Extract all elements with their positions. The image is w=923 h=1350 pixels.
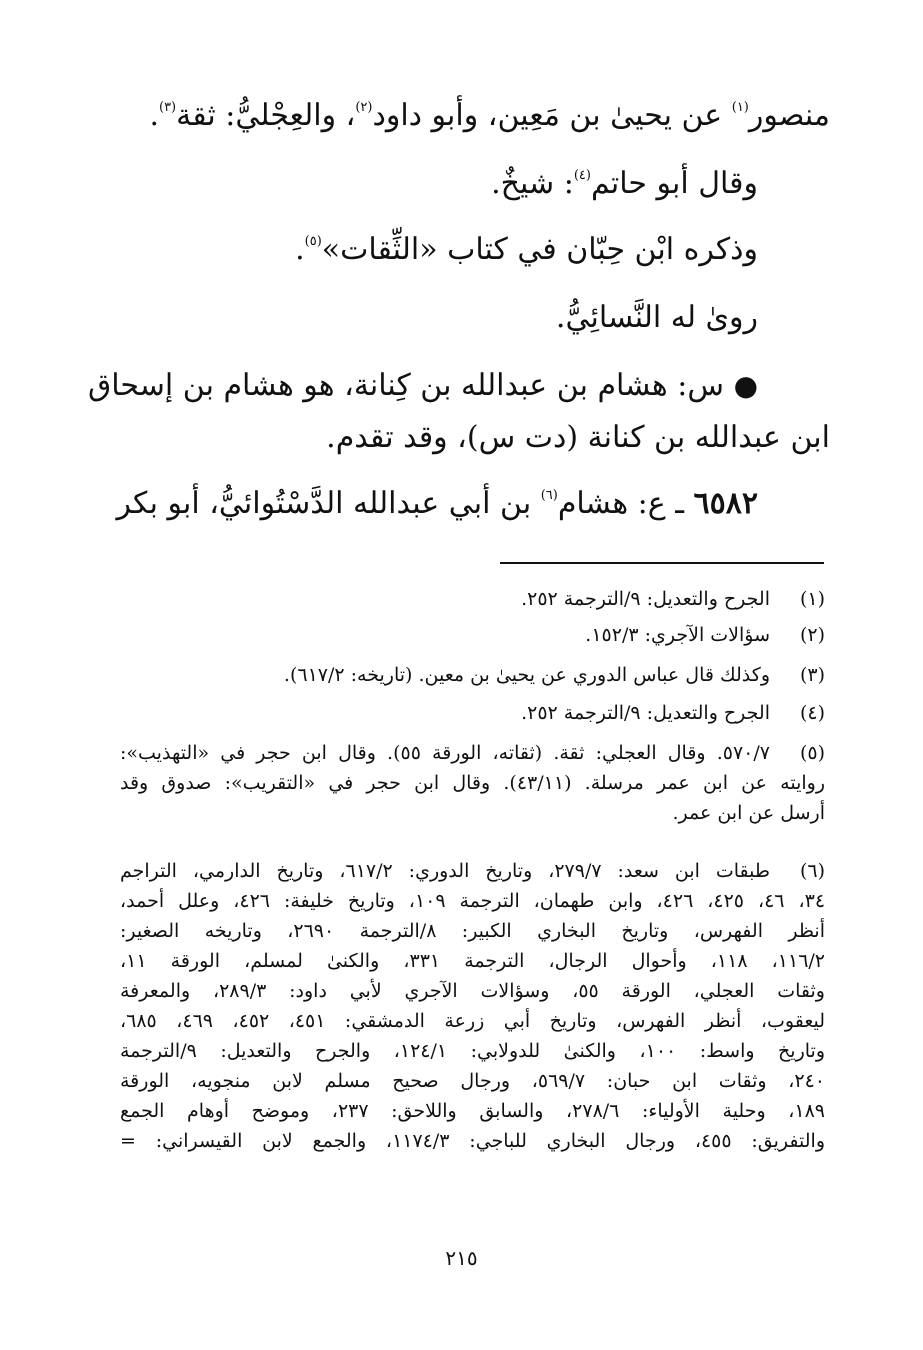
footnote-number: (٤) xyxy=(799,702,825,724)
main-line-7: ٦٥٨٢ ـ ع: هشام$^{(٦)}$ بن أبي عبدالله الدَّسْتُوائيُّ، أبو بكر xyxy=(116,486,758,521)
footnote-4: (٤) الجرح والتعديل: ٩/الترجمة ٢٥٢. xyxy=(120,698,825,728)
footnote-ref: (٢) xyxy=(355,100,373,115)
main-line-2: وقال أبو حاتم$^{(٤)}$: شيخٌ. xyxy=(491,166,758,201)
footnote-5: (٥) ٥٧٠/٧. وقال العجلي: ثقة. (ثقاته، الورقة ٥٥). وقال ابن حجر في «التهذيب»: روايته عن ابن عمر مرسلة. (٤٣/١١). وقال ابن حجر في «التقريب»: صدوق وقد أرسل عن ابن عمر. xyxy=(120,738,825,828)
footnote-ref: (٣) xyxy=(158,100,177,115)
footnote-number: (٦) xyxy=(799,860,825,882)
footnote-6: (٦) طبقات ابن سعد: ٢٧٩/٧، وتاريخ الدوري: ٦١٧/٢، وتاريخ الدارمي، التراجم ٣٤، ٤٦، ٤٢٥، ٤٢٦، وابن طهمان، الترجمة ١٠٩، وتاريخ خليفة: ٤٢٦، وعلل أحمد، أنظر الفهرس، وتاريخ البخاري الكبير: ٨/الترجمة ٢٦٩٠، وتاريخه الصغير: ١١٦/٢، ١١٨، وأحوال الرجال، الترجمة ٣٣١، والكنىٰ لمسلم، الورقة ١١، وثقات العجلي، الورقة ٥٥، وسؤالات الآجري لأبي داود: ٢٨٩/٣، والمعرفة ليعقوب، أنظر الفهرس، وتاريخ أبي زرعة الدمشقي: ٤٥١، ٤٥٢، ٤٦٩، ٦٨٥، وتاريخ واسط: ١٠٠، والكنىٰ للدولابي: ١٢٤/١، والجرح والتعديل: ٩/الترجمة ٢٤٠، وثقات ابن حبان: ٥٦٩/٧، ورجال صحيح مسلم لابن منجويه، الورقة ١٨٩، وحلية الأولياء: ٢٧٨/٦، والسابق واللاحق: ٢٣٧، وموضح أوهام الجمع والتفريق: ٤٥٥، ورجال البخاري للباجي: ١١٧٤/٣، والجمع لابن القيسراني: = xyxy=(120,856,825,1156)
footnote-3: (٣) وكذلك قال عباس الدوري عن يحيىٰ بن معين. (تاريخه: ٦١٧/٢). xyxy=(120,660,825,690)
footnote-ref: (٤) xyxy=(573,168,591,183)
footnote-ref: (٥) xyxy=(304,234,322,249)
footnote-separator xyxy=(500,562,824,564)
footnote-ref: (١) xyxy=(731,100,749,115)
footnote-number: (١) xyxy=(799,588,825,610)
main-line-4: روىٰ له النَّسائِيُّ. xyxy=(555,300,758,335)
bullet-icon: ● xyxy=(733,369,758,402)
main-line-6: ابن عبدالله بن كنانة (دت س)، وقد تقدم. xyxy=(326,420,830,455)
footnote-number: (٣) xyxy=(799,664,825,686)
main-line-5: ● س: هشام بن عبدالله بن كِنانة، هو هشام بن إسحاق xyxy=(87,368,758,403)
footnote-ref: (٦) xyxy=(540,488,558,503)
page-number: ٢١٥ xyxy=(445,1246,478,1270)
main-line-3: وذكره ابْن حِبّان في كتاب «الثِّقات»$^{(٥)}$. xyxy=(295,232,758,267)
entry-number: ٦٥٨٢ xyxy=(693,486,758,521)
main-line-1: منصور$^{(١)}$ عن يحيىٰ بن مَعِين، وأبو داود$^{(٢)}$، والعِجْليُّ: ثقة$^{(٣)}$. xyxy=(149,98,830,133)
footnote-2: (٢) سؤالات الآجري: ١٥٢/٣. xyxy=(120,620,825,650)
footnote-number: (٥) xyxy=(799,742,825,764)
footnote-1: (١) الجرح والتعديل: ٩/الترجمة ٢٥٢. xyxy=(120,584,825,614)
footnote-number: (٢) xyxy=(799,624,825,646)
